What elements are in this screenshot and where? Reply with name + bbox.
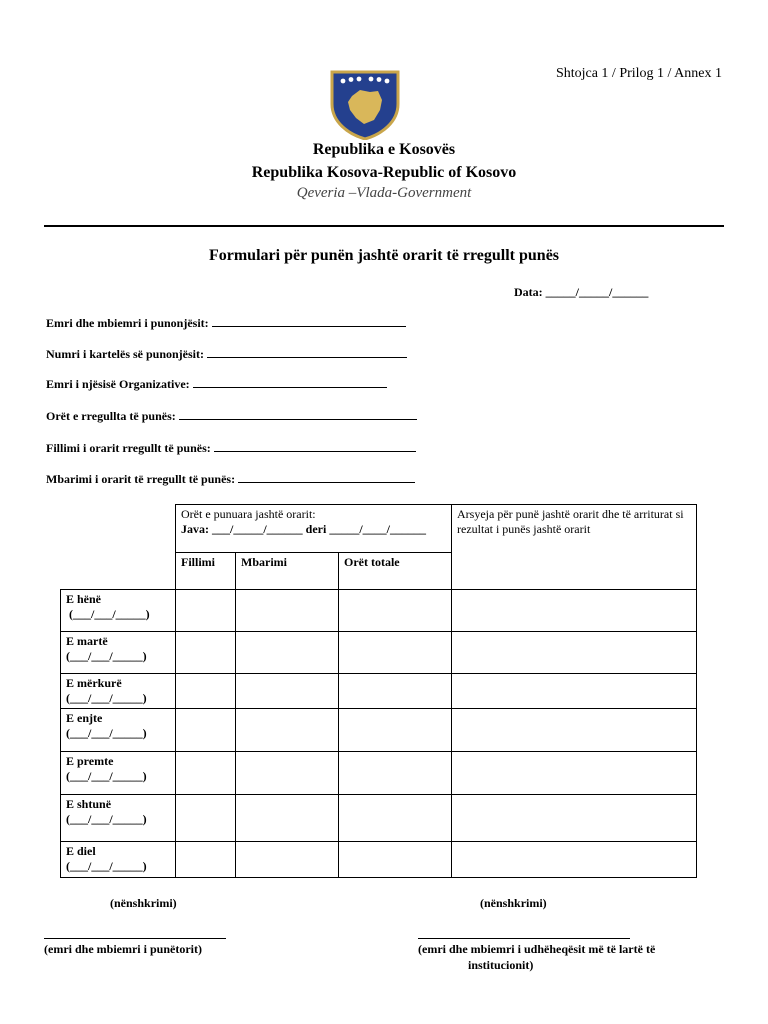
day-date-field[interactable]: (___/___/_____): [66, 769, 147, 783]
table-corner-blank: [61, 553, 176, 590]
start-regular-hours-input-line[interactable]: [214, 441, 416, 452]
day-date-field[interactable]: (___/___/_____): [66, 691, 147, 705]
day-date-field[interactable]: (___/___/_____): [66, 607, 150, 621]
employee-card-number-input-line[interactable]: [207, 347, 407, 358]
day-date-field[interactable]: (___/___/_____): [66, 859, 147, 873]
day-cell: [61, 752, 176, 795]
kosovo-coat-of-arms-emblem: [330, 70, 400, 140]
day-name: E martë: [66, 634, 108, 648]
head-name-signature-label-line1: (emri dhe mbiemri i udhëheqësit më të lartë të: [418, 942, 656, 956]
employee-signature-label: (nënshkrimi): [110, 896, 177, 910]
total-hours-cell[interactable]: [339, 632, 452, 674]
col-end-header: Mbarimi: [236, 553, 339, 590]
country-name-albanian: Republika e Kosovës: [312, 141, 456, 158]
total-hours-cell[interactable]: [339, 590, 452, 632]
start-regular-hours-field[interactable]: [46, 441, 416, 456]
start-time-cell[interactable]: [176, 709, 236, 752]
day-date-field[interactable]: (___/___/_____): [66, 726, 147, 740]
total-hours-cell[interactable]: [339, 752, 452, 795]
head-signature-line[interactable]: [418, 938, 630, 939]
col-total-header: Orët totale: [339, 553, 452, 590]
start-time-cell[interactable]: [176, 632, 236, 674]
reason-cell[interactable]: [452, 709, 697, 752]
organizational-unit-field[interactable]: [46, 377, 387, 392]
annex-label: Shtojca 1 / Prilog 1 / Annex 1: [555, 66, 722, 81]
day-cell: [61, 590, 176, 632]
organizational-unit-input-line[interactable]: [193, 377, 387, 388]
day-cell: [61, 709, 176, 752]
end-regular-hours-input-line[interactable]: [238, 472, 415, 483]
government-line: Qeveria –Vlada-Government: [296, 185, 472, 201]
day-cell: [61, 842, 176, 878]
end-time-cell[interactable]: [236, 842, 339, 878]
employee-card-number-field[interactable]: [46, 347, 407, 362]
hours-worked-header: [176, 505, 452, 553]
end-time-cell[interactable]: [236, 674, 339, 709]
day-name: E diel: [66, 844, 96, 858]
reason-cell[interactable]: [452, 795, 697, 842]
table-row-saturday: [61, 795, 697, 842]
end-time-cell[interactable]: [236, 632, 339, 674]
day-name: E premte: [66, 754, 114, 768]
overtime-table: [60, 504, 697, 878]
head-signature-label: (nënshkrimi): [480, 896, 547, 910]
regular-hours-label: Orët e rregullta të punës:: [46, 409, 176, 423]
head-name-signature-label-line2: institucionit): [468, 958, 534, 972]
start-time-cell[interactable]: [176, 795, 236, 842]
week-range-field[interactable]: Java: ___/_____/______ deri _____/____/______: [181, 522, 426, 536]
employee-signature-line[interactable]: [44, 938, 226, 939]
table-row-wednesday: [61, 674, 697, 709]
day-cell: [61, 795, 176, 842]
day-name: E hënë: [66, 592, 102, 606]
day-name: E enjte: [66, 711, 103, 725]
end-time-cell[interactable]: [236, 709, 339, 752]
reason-cell[interactable]: [452, 752, 697, 795]
start-time-cell[interactable]: [176, 842, 236, 878]
total-hours-cell[interactable]: [339, 674, 452, 709]
reason-cell[interactable]: [452, 632, 697, 674]
end-regular-hours-field[interactable]: [46, 472, 415, 487]
total-hours-cell[interactable]: [339, 842, 452, 878]
table-row-monday: [61, 590, 697, 632]
start-time-cell[interactable]: [176, 674, 236, 709]
reason-cell[interactable]: [452, 842, 697, 878]
hours-worked-header-title: Orët e punuara jashtë orarit:: [181, 507, 316, 521]
table-row-thursday: [61, 709, 697, 752]
start-time-cell[interactable]: [176, 590, 236, 632]
employee-name-signature-label: (emri dhe mbiemri i punëtorit): [44, 942, 202, 956]
total-hours-cell[interactable]: [339, 795, 452, 842]
end-time-cell[interactable]: [236, 752, 339, 795]
day-date-field[interactable]: (___/___/_____): [66, 649, 147, 663]
reason-cell[interactable]: [452, 674, 697, 709]
country-name-serbian-english: Republika Kosova-Republic of Kosovo: [251, 164, 517, 181]
total-hours-cell[interactable]: [339, 709, 452, 752]
day-cell: [61, 674, 176, 709]
employee-name-input-line[interactable]: [212, 316, 406, 327]
organizational-unit-label: Emri i njësisë Organizative:: [46, 377, 190, 391]
header-divider: [44, 225, 724, 227]
table-row-tuesday: [61, 632, 697, 674]
employee-name-field[interactable]: [46, 316, 406, 331]
table-row-friday: [61, 752, 697, 795]
regular-hours-field[interactable]: [46, 409, 417, 424]
day-cell: [61, 632, 176, 674]
reason-header: Arsyeja për punë jashtë orarit dhe të arriturat si rezultat i punës jashtë orarit: [452, 505, 697, 590]
regular-hours-input-line[interactable]: [179, 409, 417, 420]
day-date-field[interactable]: (___/___/_____): [66, 812, 147, 826]
col-start-header: Fillimi: [176, 553, 236, 590]
table-corner-blank: [61, 505, 176, 553]
date-field[interactable]: Data: _____/_____/______: [514, 285, 649, 299]
table-row-sunday: [61, 842, 697, 878]
day-name: E shtunë: [66, 797, 112, 811]
end-time-cell[interactable]: [236, 795, 339, 842]
employee-name-label: Emri dhe mbiemri i punonjësit:: [46, 316, 209, 330]
reason-cell[interactable]: [452, 590, 697, 632]
employee-card-number-label: Numri i kartelës së punonjësit:: [46, 347, 204, 361]
start-regular-hours-label: Fillimi i orarit rregullt të punës:: [46, 441, 211, 455]
end-time-cell[interactable]: [236, 590, 339, 632]
end-regular-hours-label: Mbarimi i orarit të rregullt të punës:: [46, 472, 236, 486]
start-time-cell[interactable]: [176, 752, 236, 795]
form-title: Formulari për punën jashtë orarit të rregullt punës: [208, 247, 560, 264]
day-name: E mërkurë: [66, 676, 122, 690]
